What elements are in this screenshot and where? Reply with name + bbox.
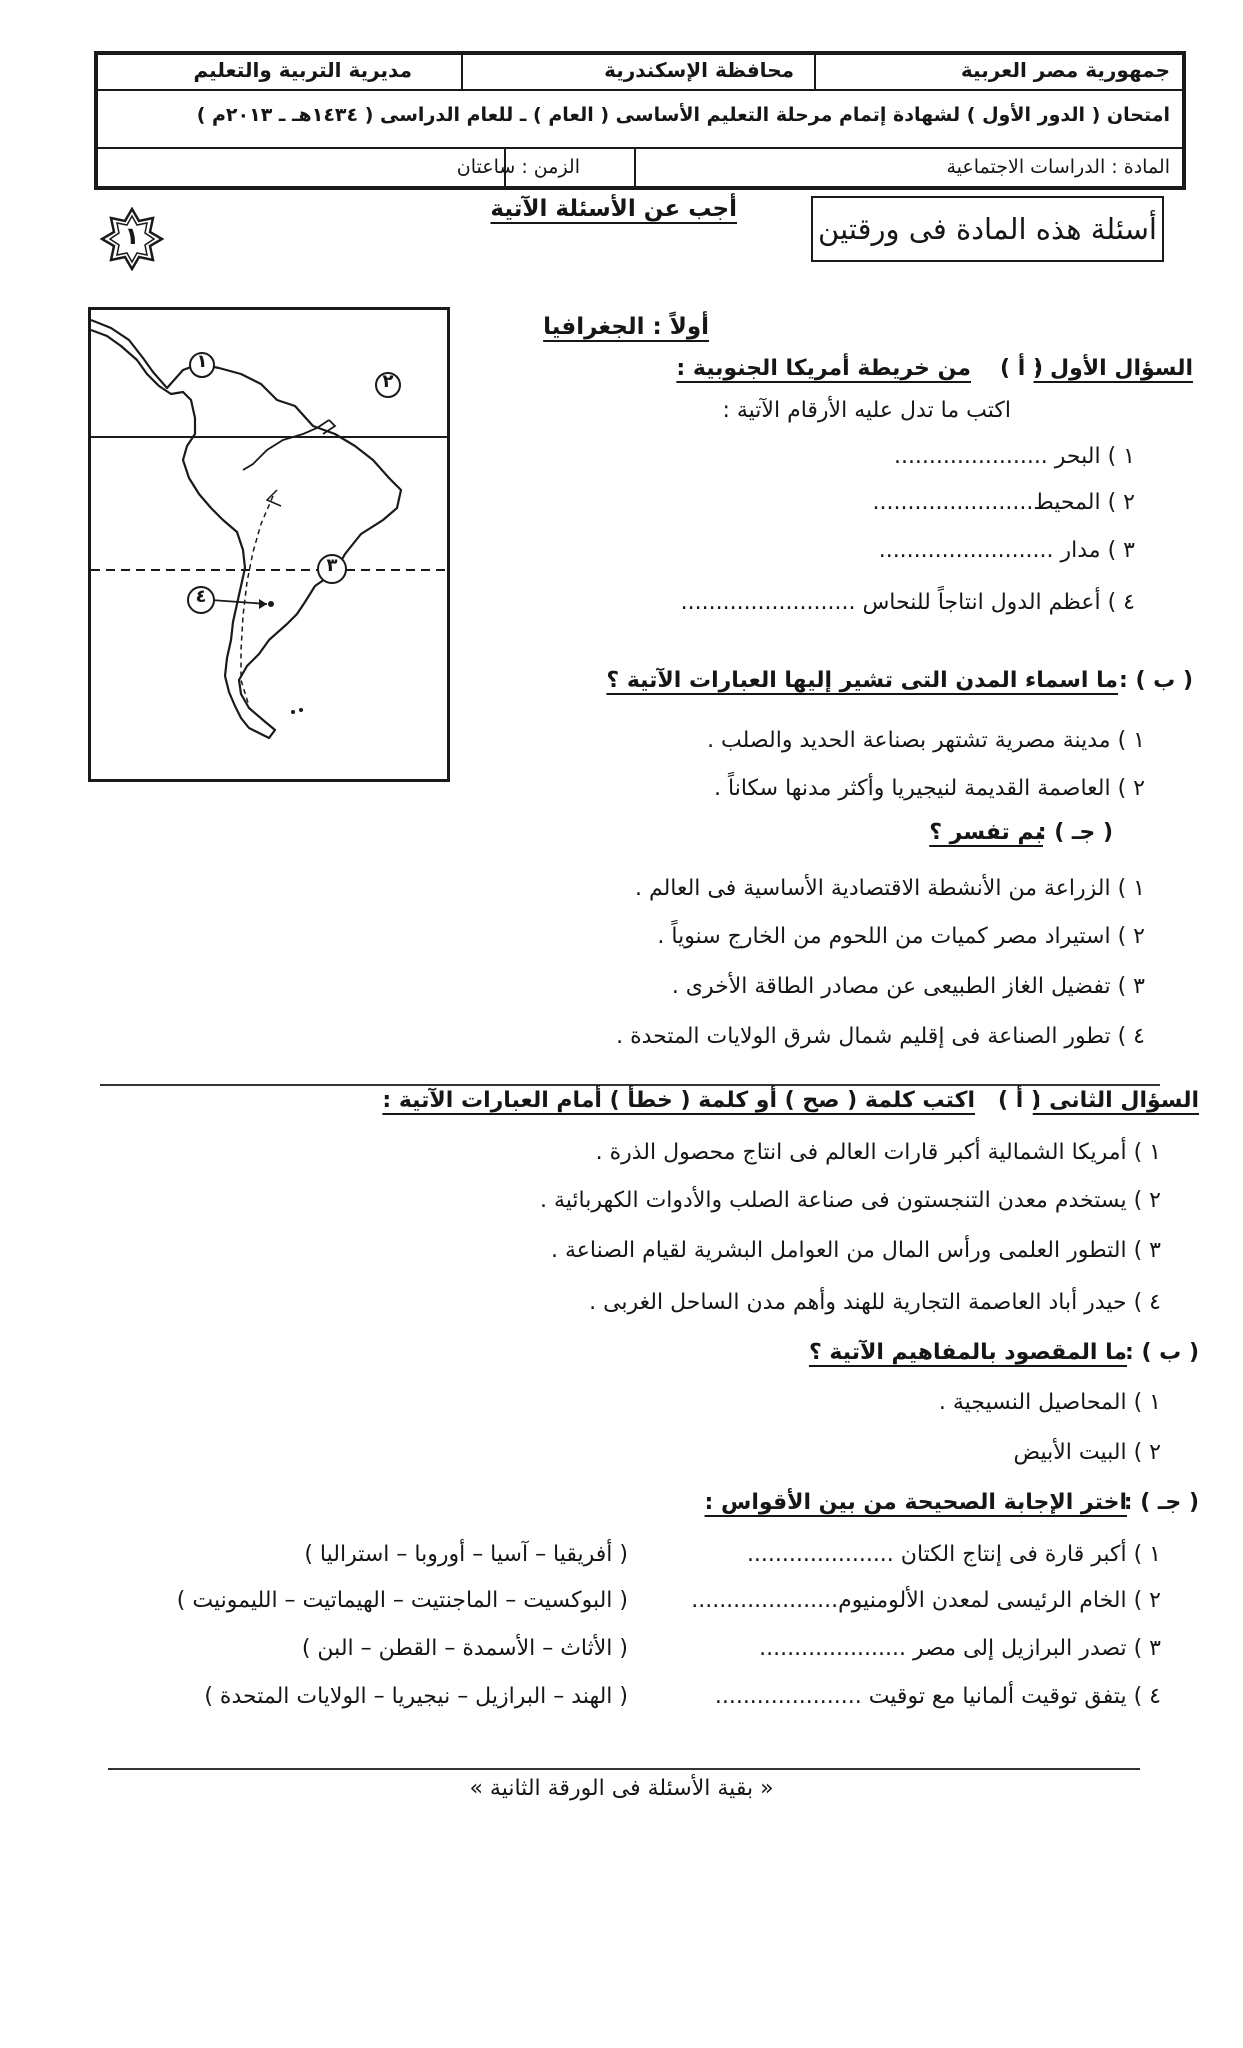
section-divider [100, 1084, 1160, 1086]
header-governorate: محافظة الإسكندرية [604, 58, 794, 82]
sheets-notice-box: أسئلة هذه المادة فى ورقتين [811, 196, 1164, 262]
map-label-2: ٢ [382, 371, 394, 392]
map-label-3: ٣ [326, 555, 338, 576]
q2-c-item-1: ١ ) أكبر قارة فى إنتاج الكتان ..................... [746, 1542, 1161, 1567]
q2-c-options-1: ( أفريقيا – آسيا – أوروبا – استراليا ) [304, 1542, 628, 1567]
q1-c-label: ( جـ ) : [1037, 820, 1113, 845]
page-number-badge [100, 207, 164, 271]
q2-c-item-2: ٢ ) الخام الرئيسى لمعدن الألومنيوم..................... [691, 1588, 1161, 1613]
q2-b-item-2: ٢ ) البيت الأبيض [1013, 1440, 1161, 1465]
q2-b-label: ( ب ) : [1125, 1340, 1199, 1365]
footer-divider [108, 1768, 1140, 1770]
page-number: ١ [124, 222, 140, 250]
continent-outline [91, 320, 401, 738]
q1-a-item-3: ٣ ) مدار ......................... [878, 538, 1135, 563]
q2-b-heading: ما المقصود بالمفاهيم الآتية ؟ [808, 1340, 1127, 1365]
q1-title: السؤال الأول : [1033, 356, 1193, 381]
q1-c-heading: بم تفسر ؟ [929, 820, 1043, 845]
header-directorate: مديرية التربية والتعليم [193, 58, 412, 82]
q1-c-item-1: ١ ) الزراعة من الأنشطة الاقتصادية الأساسية فى العالم . [634, 876, 1145, 901]
q2-c-label: ( جـ ) : [1123, 1490, 1199, 1515]
q1-a-label: ( أ ) [1000, 356, 1043, 381]
q2-c-heading: اختر الإجابة الصحيحة من بين الأقواس : [704, 1490, 1127, 1515]
q2-c-options-3: ( الأثاث – الأسمدة – القطن – البن ) [301, 1636, 628, 1661]
q1-b-item-2: ٢ ) العاصمة القديمة لنيجيريا وأكثر مدنها سكاناً . [714, 776, 1145, 801]
q2-c-item-4: ٤ ) يتفق توقيت ألمانيا مع توقيت ..................... [714, 1684, 1161, 1709]
header-exam-line: امتحان ( الدور الأول ) لشهادة إتمام مرحلة التعليم الأساسى ( العام ) ـ للعام الدراسى ( ١٤٣٤هـ ـ ٢٠١٣م ) [196, 104, 1170, 126]
q2-a-item-2: ٢ ) يستخدم معدن التنجستون فى صناعة الصلب والأدوات الكهربائية . [539, 1188, 1161, 1213]
q1-a-prompt: اكتب ما تدل عليه الأرقام الآتية : [722, 398, 1011, 423]
map-label-1: ١ [196, 351, 208, 372]
q1-a-item-1: ١ ) البحر ...................... [893, 444, 1135, 469]
section-title: أولاً : الجغرافيا [543, 314, 709, 340]
q2-c-options-2: ( البوكسيت – الماجنتيت – الهيماتيت – الليمونيت ) [176, 1588, 628, 1613]
q1-c-item-3: ٣ ) تفضيل الغاز الطبيعى عن مصادر الطاقة الأخرى . [671, 974, 1145, 999]
q2-b-item-1: ١ ) المحاصيل النسيجية . [938, 1390, 1161, 1415]
q2-c-options-4: ( الهند – البرازيل – نيجيريا – الولايات المتحدة ) [204, 1684, 628, 1709]
footer-note: « بقية الأسئلة فى الورقة الثانية » [469, 1776, 774, 1801]
south-america-map [88, 307, 450, 782]
header-table [94, 51, 1186, 190]
map-label-4: ٤ [195, 586, 207, 607]
q2-a-item-1: ١ ) أمريكا الشمالية أكبر قارات العالم فى انتاج محصول الذرة . [595, 1140, 1161, 1165]
q2-title: السؤال الثانى : [1032, 1088, 1199, 1113]
q1-c-item-2: ٢ ) استيراد مصر كميات من اللحوم من الخارج سنوياً . [657, 924, 1145, 949]
q1-a-item-2: ٢ ) المحيط....................... [872, 490, 1135, 515]
andes-line [241, 496, 273, 706]
instruction: أجب عن الأسئلة الآتية [490, 196, 737, 222]
q2-c-item-3: ٣ ) تصدر البرازيل إلى مصر ..................... [759, 1636, 1161, 1661]
location-dot [268, 601, 274, 607]
q2-a-label: ( أ ) [998, 1088, 1041, 1113]
header-country: جمهورية مصر العربية [960, 58, 1170, 82]
header-subject: المادة : الدراسات الاجتماعية [946, 156, 1170, 178]
q2-a-heading: اكتب كلمة ( صح ) أو كلمة ( خطأ ) أمام العبارات الآتية : [382, 1088, 975, 1113]
q1-b-heading: ما اسماء المدن التى تشير إليها العبارات الآتية ؟ [606, 668, 1118, 693]
q1-b-item-1: ١ ) مدينة مصرية تشتهر بصناعة الحديد والصلب . [707, 728, 1145, 753]
header-time: الزمن : ساعتان [456, 156, 580, 178]
q2-a-item-4: ٤ ) حيدر أباد العاصمة التجارية للهند وأهم مدن الساحل الغربى . [589, 1290, 1161, 1315]
amazon-river [243, 420, 329, 470]
q1-a-heading: من خريطة أمريكا الجنوبية : [676, 356, 971, 381]
q1-c-item-4: ٤ ) تطور الصناعة فى إقليم شمال شرق الولايات المتحدة . [616, 1024, 1145, 1049]
q1-a-item-4: ٤ ) أعظم الدول انتاجاً للنحاس ......................... [680, 590, 1135, 615]
q2-a-item-3: ٣ ) التطور العلمى ورأس المال من العوامل البشرية لقيام الصناعة . [551, 1238, 1161, 1263]
q1-b-label: ( ب ) : [1119, 668, 1193, 693]
